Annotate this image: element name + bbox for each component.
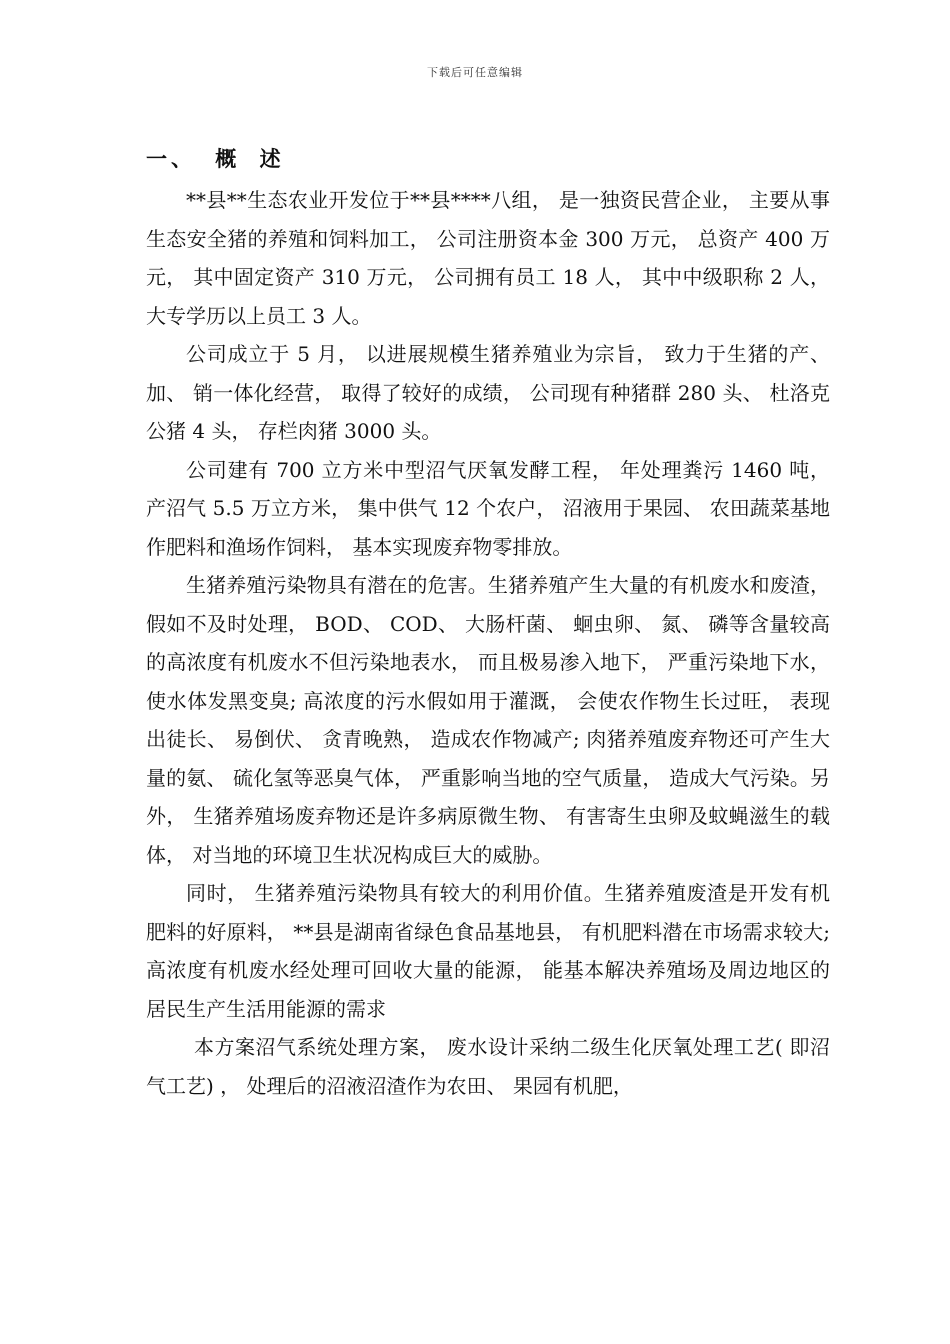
section-heading: 一、 概 述: [146, 147, 285, 171]
page-header-note: 下载后可任意编辑: [427, 66, 523, 79]
paragraph-company-intro: **县**生态农业开发位于**县****八组， 是一独资民营企业， 主要从事生态安全猪的养殖和饲料加工， 公司注册资本金 300 万元， 总资产 400 万元， 其中固定资产 310 万元， 公司拥有员工 18 人， 其中中级职称 2 人， 大专学历以上员工 3 人。: [146, 188, 830, 328]
paragraph-treatment-plan: 本方案沼气系统处理方案， 废水设计采纳二级生化厌氧处理工艺( 即沼气工艺) ， 处理后的沼液沼渣作为农田、 果园有机肥，: [146, 1035, 830, 1098]
paragraph-utilization-value: 同时， 生猪养殖污染物具有较大的利用价值。生猪养殖废渣是开发有机肥料的好原料， **县是湖南省绿色食品基地县， 有机肥料潜在市场需求较大; 高浓度有机废水经处理可回收大量的能源， 能基本解决养殖场及周边地区的居民生产生活用能源的需求: [146, 881, 830, 1021]
paragraph-company-history: 公司成立于 5 月， 以进展规模生猪养殖业为宗旨， 致力于生猪的产、 加、 销一体化经营， 取得了较好的成绩， 公司现有种猪群 280 头、 杜洛克公猪 4 头， 存栏肉猪 3000 头。: [146, 342, 830, 443]
paragraph-pollution-hazards: 生猪养殖污染物具有潜在的危害。生猪养殖产生大量的有机废水和废渣， 假如不及时处理， BOD、 COD、 大肠杆菌、 蛔虫卵、 氮、 磷等含量较高的高浓度有机废水不但污染地表水， 而且极易渗入地下， 严重污染地下水， 使水体发黑变臭; 高浓度的污水假如用于灌溉， 会使农作物生长过旺， 表现出徒长、 易倒伏、 贪青晚熟， 造成农作物减产; 肉猪养殖废弃物还可产生大量的氨、 硫化氢等恶臭气体， 严重影响当地的空气质量， 造成大气污染。另外， 生猪养殖场废弃物还是许多病原微生物、 有害寄生虫卵及蚊蝇滋生的载体， 对当地的环境卫生状况构成巨大的威胁。: [146, 573, 830, 867]
paragraph-biogas-project: 公司建有 700 立方米中型沼气厌氧发酵工程， 年处理粪污 1460 吨， 产沼气 5.5 万立方米， 集中供气 12 个农户， 沼液用于果园、 农田蔬菜基地作肥料和渔场作饲料， 基本实现废弃物零排放。: [146, 457, 830, 559]
document-body: [146, 142, 830, 1105]
